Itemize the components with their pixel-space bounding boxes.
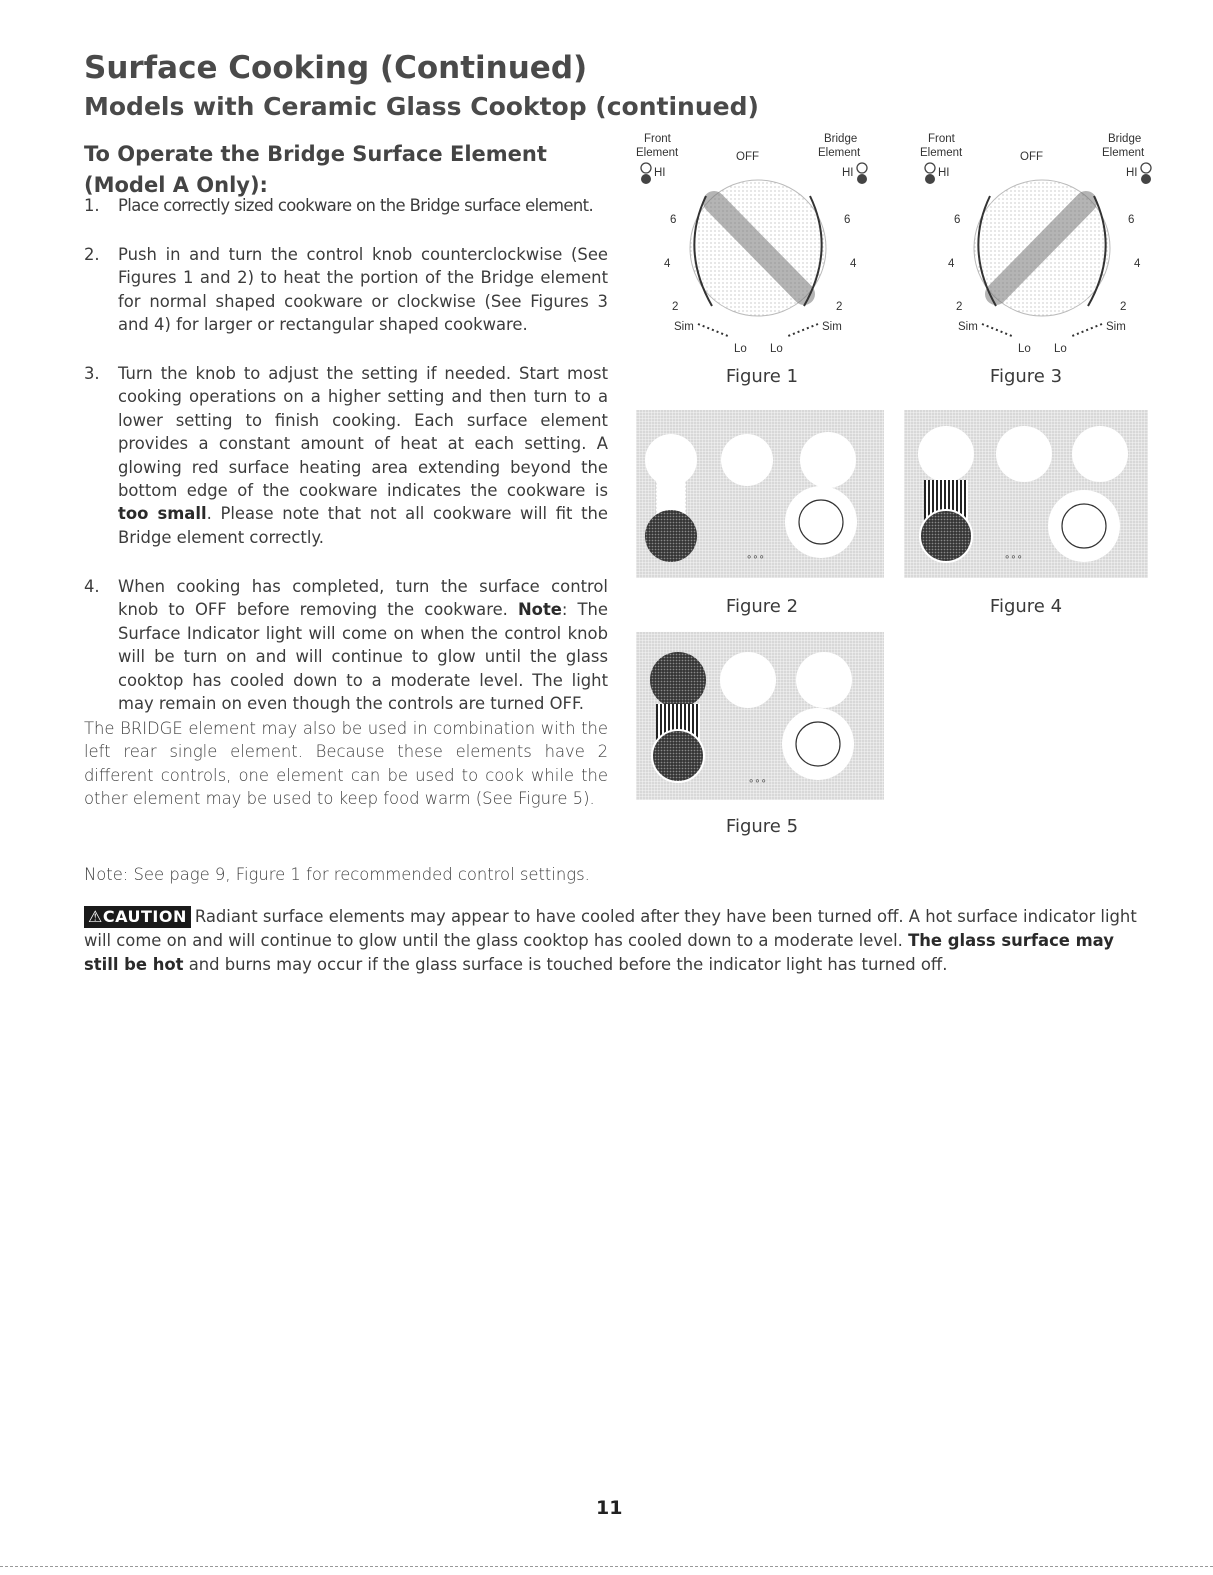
subsection-heading	[84, 139, 547, 201]
element-icon	[1141, 163, 1151, 173]
section-heading: Models with Ceramic Glass Cooktop (continued)	[84, 92, 759, 121]
center-rear-element	[996, 426, 1052, 482]
dial-label-two: 2	[1120, 301, 1127, 313]
figure-caption-5: Figure 5	[725, 816, 799, 837]
element-icon	[925, 163, 935, 173]
cooktop-diagram	[636, 632, 884, 800]
dial-label-bridge: Bridge	[1108, 133, 1142, 145]
page-number: 11	[596, 1497, 623, 1519]
dial-tick-dots	[788, 324, 818, 336]
element-icon	[925, 174, 935, 184]
dial-tick-dots	[1072, 324, 1102, 336]
indicator-light-icon: ∘∘∘	[1004, 552, 1023, 563]
dial-label-six: 6	[844, 214, 851, 226]
step-text-part: Turn the knob to adjust the setting if needed. Start most cooking operations on a higher setting and then turn to a lower setting to finish cooking. Each surface element provides a constant amount of heat at each setting. A glowing red surface heating area extending beyond the bottom edge of the cookware indicates the cookware is	[118, 364, 608, 501]
step-text-part: : The Surface Indicator light will come on when the control knob will be turn on and will continue to glow until the glass cooktop has cooled down to a moderate level. The light may remain on even though the controls are turned OFF.	[118, 600, 608, 714]
figure-caption-1: Figure 1	[725, 366, 799, 387]
left-rear-element	[645, 434, 697, 486]
caution-emphasis: The glass surface may still be hot	[84, 931, 1114, 974]
right-front-inner-ring	[799, 500, 843, 544]
element-icon	[641, 174, 651, 184]
dial-label-bridge: Bridge	[824, 133, 858, 145]
cooktop-figure-5	[636, 632, 884, 800]
step-number: 1.	[84, 196, 100, 215]
right-rear-element	[800, 432, 856, 488]
dial-label-element: Element	[920, 147, 963, 159]
subsection-heading-line-1: To Operate the Bridge Surface Element	[84, 142, 547, 166]
cooktop-figure-4	[904, 410, 1148, 578]
element-icon	[1141, 174, 1151, 184]
dial-tick-dots	[982, 324, 1012, 336]
center-rear-element	[720, 652, 776, 708]
left-front-element-hot	[920, 510, 972, 562]
cooktop-diagram	[904, 410, 1148, 578]
dial-label-six: 6	[670, 214, 677, 226]
cooktop-figure-2	[636, 410, 884, 578]
caution-text: Radiant surface elements may appear to have cooled after they have been turned off. A hot surface indicator light will come on and will continue to glow until the glass cooktop has cooled down to a moderate level.	[84, 907, 1137, 950]
element-icon	[857, 174, 867, 184]
step-text-emphasis: Note	[517, 600, 562, 620]
right-front-inner-ring	[796, 722, 840, 766]
step-text: Push in and turn the control knob counterclockwise (See Figures 1 and 2) to heat the portion of the Bridge element for normal shaped cookware or clockwise (See Figures 3 and 4) for larger or rectangular shaped cookware.	[118, 245, 608, 335]
step-text	[118, 362, 608, 549]
dial-label-front: Front	[644, 133, 671, 145]
right-front-inner-ring	[1062, 504, 1106, 548]
control-dial-figure-1	[634, 130, 884, 362]
dial-tick-dots	[698, 324, 728, 336]
dial-label-lo: Lo	[734, 343, 747, 355]
dial-label-sim: Sim	[674, 321, 694, 333]
dial-label-off: OFF	[1020, 151, 1043, 163]
element-icon	[857, 163, 867, 173]
figure-caption-3: Figure 3	[989, 366, 1063, 387]
dial-label-four: 4	[664, 258, 671, 270]
warning-triangle-icon: ⚠	[88, 907, 103, 926]
indicator-light-icon: ∘∘∘	[748, 776, 767, 787]
figure-caption-2: Figure 2	[725, 596, 799, 617]
dial-label-element: Element	[1102, 147, 1145, 159]
indicator-light-icon: ∘∘∘	[746, 552, 765, 563]
dial-label-two: 2	[672, 301, 679, 313]
dial-label-hi: HI	[1126, 167, 1138, 179]
dial-label-off: OFF	[736, 151, 759, 163]
subsection-heading-line-2: (Model A Only):	[84, 173, 268, 197]
dial-label-six: 6	[954, 214, 961, 226]
control-dial-figure-3	[918, 130, 1168, 362]
left-rear-element	[918, 426, 974, 482]
center-rear-element	[721, 434, 773, 486]
step-1	[84, 194, 608, 218]
step-number: 2.	[84, 245, 100, 264]
dial-label-four: 4	[1134, 258, 1141, 270]
cooktop-diagram	[636, 410, 884, 578]
page-bottom-border	[0, 1566, 1213, 1567]
dial-label-hi: HI	[654, 167, 666, 179]
dial-label-four: 4	[850, 258, 857, 270]
step-text	[118, 575, 608, 715]
dial-label-hi: HI	[842, 167, 854, 179]
caution-badge	[84, 906, 191, 928]
left-front-element-hot	[652, 730, 704, 782]
note-text: Note: See page 9, Figure 1 for recommended control settings.	[84, 865, 590, 884]
dial-label-lo: Lo	[1018, 343, 1031, 355]
figure-caption-4: Figure 4	[989, 596, 1063, 617]
right-rear-element	[796, 652, 852, 708]
dial-label-lo: Lo	[1054, 343, 1067, 355]
dial-label-four: 4	[948, 258, 955, 270]
dial-label-front: Front	[928, 133, 955, 145]
dial-label-sim: Sim	[958, 321, 978, 333]
step-number: 4.	[84, 577, 100, 596]
dial-label-six: 6	[1128, 214, 1135, 226]
dial-label-sim: Sim	[1106, 321, 1126, 333]
step-text-emphasis: too small	[118, 504, 207, 524]
step-number: 3.	[84, 364, 100, 383]
dial-label-two: 2	[956, 301, 963, 313]
step-text: Place correctly sized cookware on the Bridge surface element.	[118, 196, 594, 215]
left-rear-element-hot	[650, 652, 706, 708]
step-text-part: When cooking has completed, turn the surface control knob to OFF before removing the cookware.	[118, 577, 608, 620]
page-heading: Surface Cooking (Continued)	[84, 50, 588, 86]
dial-label-element: Element	[818, 147, 861, 159]
left-front-element-hot	[645, 510, 697, 562]
caution-text: and burns may occur if the glass surface is touched before the indicator light has turned off.	[183, 955, 948, 974]
dial-label-sim: Sim	[822, 321, 842, 333]
caution-block	[84, 905, 1150, 977]
caution-label: CAUTION	[102, 907, 187, 926]
right-rear-element	[1072, 426, 1128, 482]
dial-label-element: Element	[636, 147, 679, 159]
element-icon	[641, 163, 651, 173]
bridge-paragraph: The BRIDGE element may also be used in combination with the left rear single element. Because these elements have 2 different controls, one element can be used to cook while the other element may be used to keep food warm (See Figure 5).	[84, 719, 608, 809]
dial-label-two: 2	[836, 301, 843, 313]
dial-label-lo: Lo	[770, 343, 783, 355]
dial-label-hi: HI	[938, 167, 950, 179]
step-text-part: . Please note that not all cookware will fit the Bridge element correctly.	[118, 504, 608, 547]
